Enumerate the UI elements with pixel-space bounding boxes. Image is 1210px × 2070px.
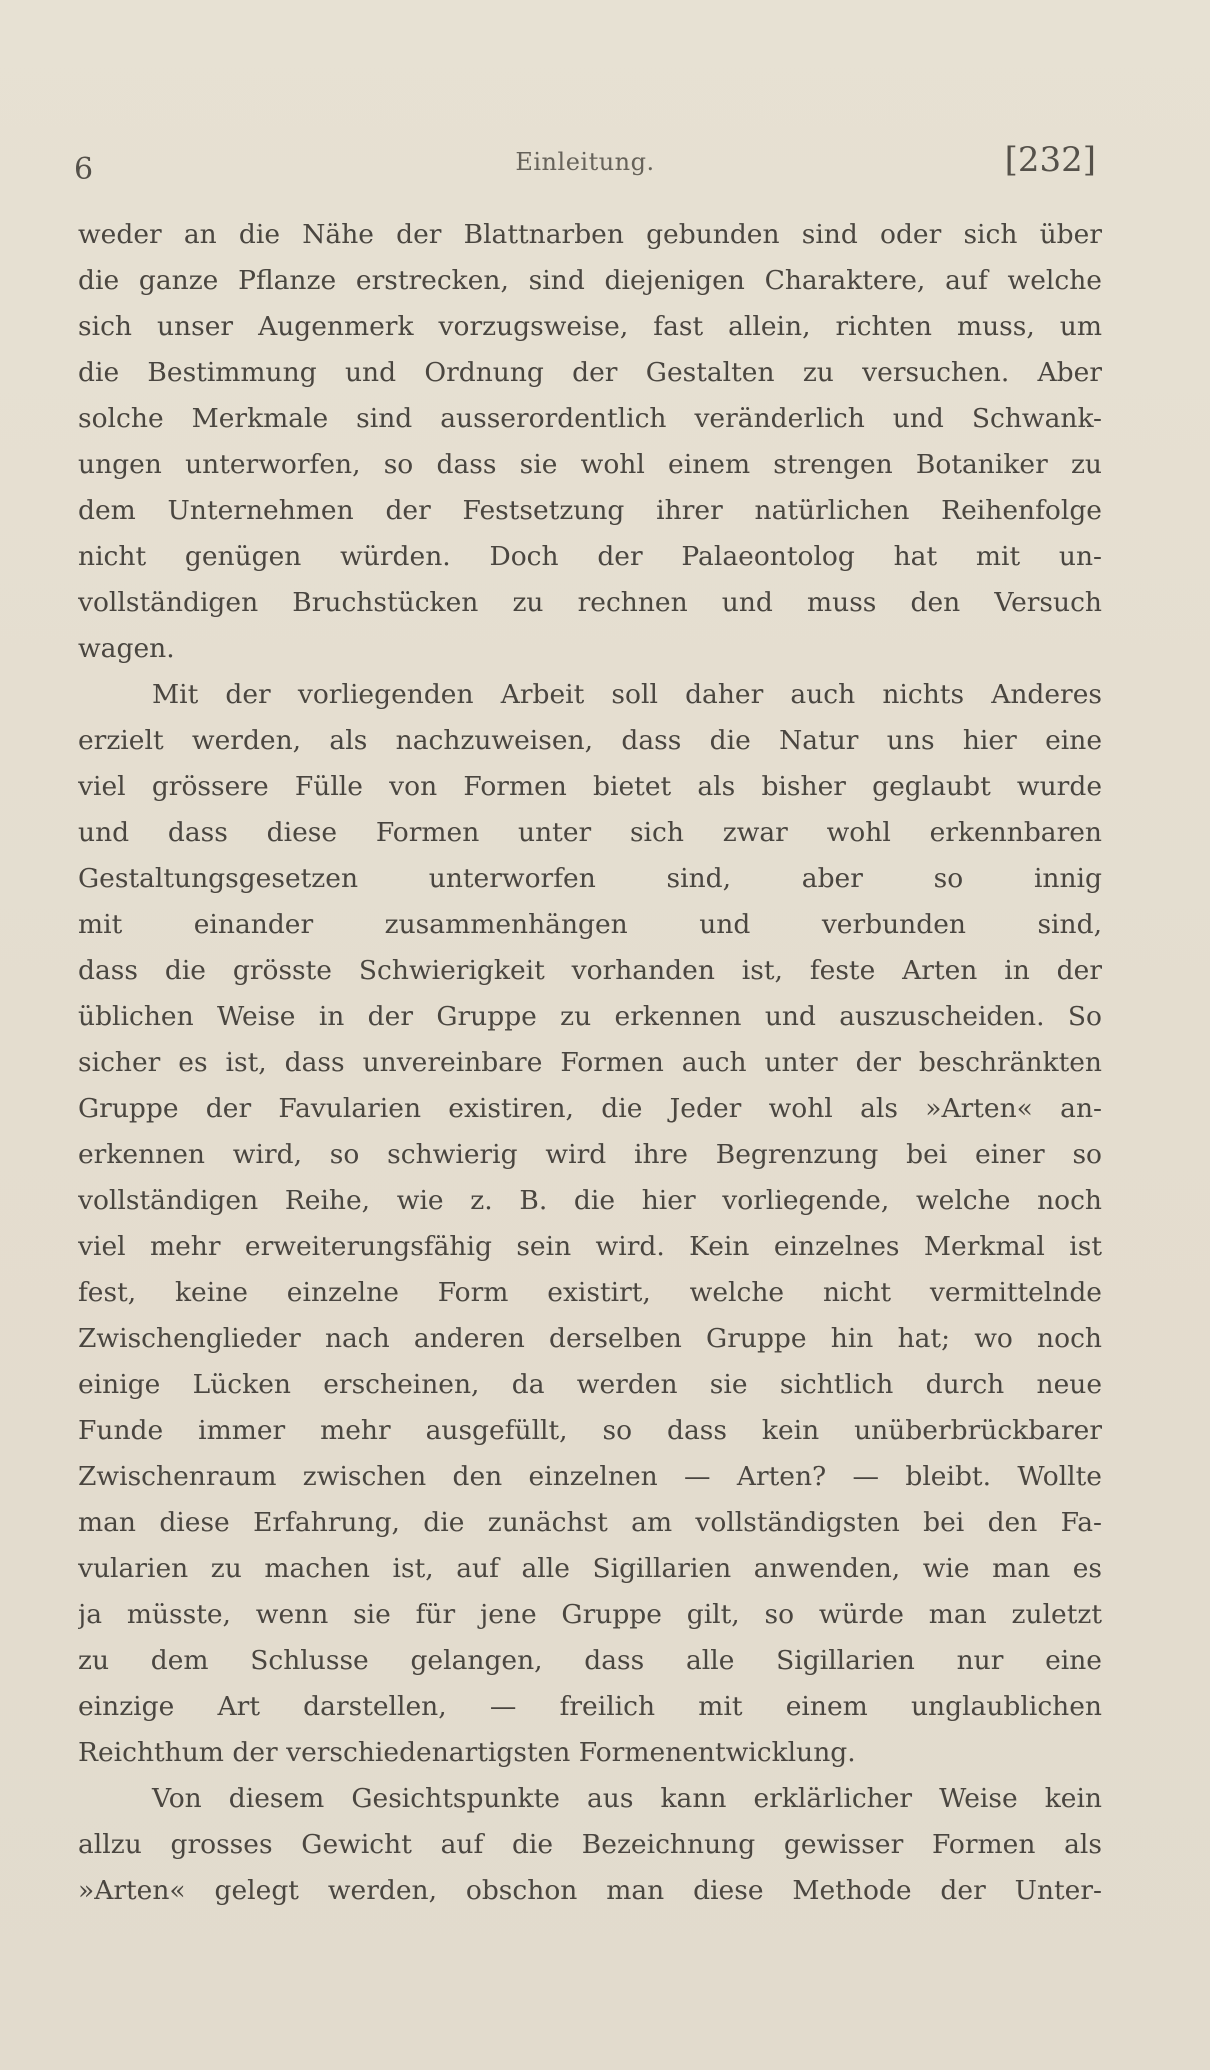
page-header (70, 140, 1100, 190)
page-number: 6 (74, 152, 94, 187)
text-line: einige Lücken erscheinen, da werden sie sichtlich durch neue (78, 1369, 1102, 1400)
text-line: ungen unterworfen, so dass sie wohl einem strengen Botaniker zu (78, 449, 1102, 480)
text-line: fest, keine einzelne Form existirt, welche nicht vermittelnde (78, 1277, 1102, 1308)
text-line: man diese Erfahrung, die zunächst am vollständigsten bei den Fa- (78, 1507, 1102, 1538)
text-line: Zwischenraum zwischen den einzelnen — Arten? — bleibt. Wollte (78, 1461, 1102, 1492)
text-line: ja müsste, wenn sie für jene Gruppe gilt, so würde man zuletzt (78, 1599, 1102, 1630)
text-line: dass die grösste Schwierigkeit vorhanden ist, feste Arten in der (78, 955, 1102, 986)
text-line: weder an die Nähe der Blattnarben gebunden sind oder sich über (78, 219, 1102, 250)
text-line: erzielt werden, als nachzuweisen, dass die Natur uns hier eine (78, 725, 1102, 756)
text-line: solche Merkmale sind ausserordentlich veränderlich und Schwank- (78, 403, 1102, 434)
text-line: üblichen Weise in der Gruppe zu erkennen und auszuscheiden. So (78, 1001, 1102, 1032)
paragraph-start-line: Mit der vorliegenden Arbeit soll daher auch nichts Anderes (152, 679, 1102, 710)
text-line: einzige Art darstellen, — freilich mit einem unglaublichen (78, 1691, 1102, 1722)
text-line: sicher es ist, dass unvereinbare Formen auch unter der beschränkten (78, 1047, 1102, 1078)
text-line: und dass diese Formen unter sich zwar wohl erkennbaren (78, 817, 1102, 848)
text-line: Gestaltungsgesetzen unterworfen sind, aber so innig (78, 863, 1102, 894)
text-line: nicht genügen würden. Doch der Palaeontolog hat mit un- (78, 541, 1102, 572)
text-line: die Bestimmung und Ordnung der Gestalten zu versuchen. Aber (78, 357, 1102, 388)
text-line: allzu grosses Gewicht auf die Bezeichnung gewisser Formen als (78, 1829, 1102, 1860)
text-line: zu dem Schlusse gelangen, dass alle Sigillarien nur eine (78, 1645, 1102, 1676)
text-line: sich unser Augenmerk vorzugsweise, fast allein, richten muss, um (78, 311, 1102, 342)
text-line: vularien zu machen ist, auf alle Sigillarien anwenden, wie man es (78, 1553, 1102, 1584)
text-line: viel mehr erweiterungsfähig sein wird. Kein einzelnes Merkmal ist (78, 1231, 1102, 1262)
text-line: die ganze Pflanze erstrecken, sind diejenigen Charaktere, auf welche (78, 265, 1102, 296)
original-page-number: [232] (1004, 140, 1096, 180)
text-line: Funde immer mehr ausgefüllt, so dass kein unüberbrückbarer (78, 1415, 1102, 1446)
paragraph-end-line: wagen. (78, 633, 175, 664)
text-line: Zwischenglieder nach anderen derselben Gruppe hin hat; wo noch (78, 1323, 1102, 1354)
text-line: vollständigen Bruchstücken zu rechnen und muss den Versuch (78, 587, 1102, 618)
paragraph-start-line: Von diesem Gesichtspunkte aus kann erklärlicher Weise kein (152, 1783, 1102, 1814)
text-line: Gruppe der Favularien existiren, die Jeder wohl als »Arten« an- (78, 1093, 1102, 1124)
text-line: vollständigen Reihe, wie z. B. die hier vorliegende, welche noch (78, 1185, 1102, 1216)
text-line: dem Unternehmen der Festsetzung ihrer natürlichen Reihenfolge (78, 495, 1102, 526)
text-line: »Arten« gelegt werden, obschon man diese Methode der Unter- (78, 1875, 1102, 1906)
paragraph-end-line: Reichthum der verschiedenartigsten Formenentwicklung. (78, 1737, 856, 1768)
body-text (78, 212, 1102, 1914)
running-head: Einleitung. (515, 148, 655, 176)
text-line: mit einander zusammenhängen und verbunden sind, (78, 909, 1102, 940)
text-line: viel grössere Fülle von Formen bietet als bisher geglaubt wurde (78, 771, 1102, 802)
text-line: erkennen wird, so schwierig wird ihre Begrenzung bei einer so (78, 1139, 1102, 1170)
